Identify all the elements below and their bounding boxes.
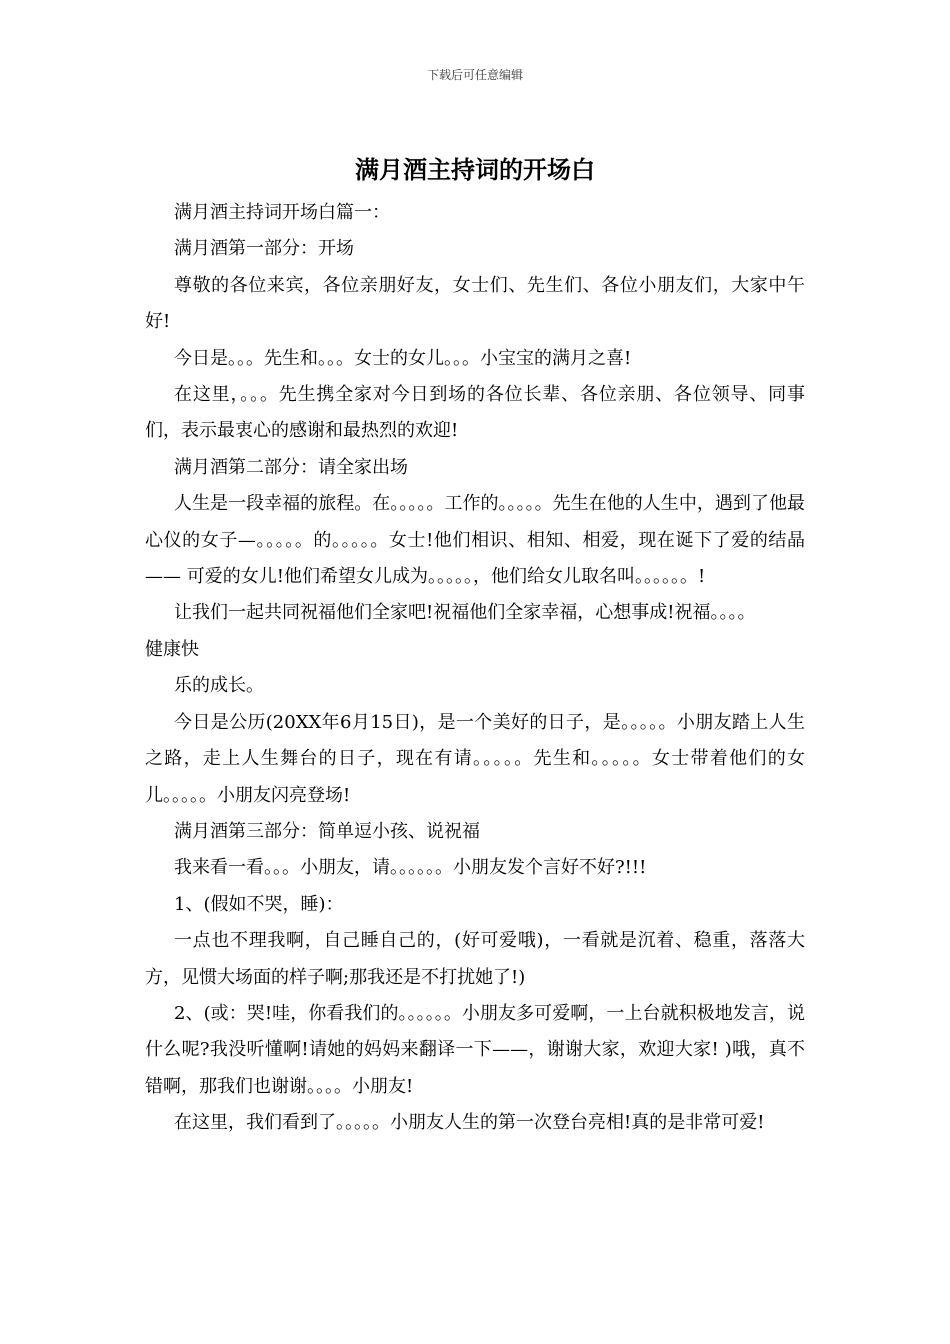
paragraph: 1、(假如不哭，睡)： bbox=[174, 893, 344, 915]
paragraph: 一点也不理我啊，自己睡自己的，(好可爱哦)，一看就是沉着、稳重，落落大方，见惯大场面的样子啊;那我还是不打扰她了!) bbox=[145, 930, 805, 988]
document-body bbox=[145, 195, 805, 1142]
paragraph: 健康快 bbox=[145, 638, 199, 660]
paragraph: 满月酒主持词开场白篇一： bbox=[174, 202, 390, 223]
header-note: 下载后可任意编辑 bbox=[426, 68, 523, 82]
paragraph: 在这里，我们看到了。。。。。小朋友人生的第一次登台亮相!真的是非常可爱! bbox=[174, 1112, 765, 1134]
paragraph: 今日是。。。先生和。。。女士的女儿。。。小宝宝的满月之喜! bbox=[174, 347, 632, 369]
paragraph: 乐的成长。 bbox=[174, 675, 264, 697]
paragraph: 我来看一看。。。小朋友，请。。。。。。小朋友发个言好不好?!!! bbox=[174, 857, 647, 879]
paragraph: 在这里，。。。先生携全家对今日到场的各位长辈、各位亲朋、各位领导、同事们，表示最衷心的感谢和最热烈的欢迎! bbox=[145, 384, 805, 442]
paragraph: 2、(或：哭!哇，你看我们的。。。。。。小朋友多可爱啊，一上台就积极地发言，说什么呢?我没听懂啊!请她的妈妈来翻译一下——，谢谢大家，欢迎大家! )哦，真不错啊，那我们也谢谢。。。。小朋友! bbox=[145, 1002, 805, 1097]
document-title: 满月酒主持词的开场白 bbox=[355, 155, 595, 184]
paragraph: 让我们一起共同祝福他们全家吧!祝福他们全家幸福，心想事成!祝福。。。。 bbox=[174, 602, 756, 624]
paragraph: 满月酒第三部分：简单逗小孩、说祝福 bbox=[174, 820, 480, 842]
paragraph: 今日是公历(20XX年6月15日)，是一个美好的日子，是。。。。。小朋友踏上人生之路，走上人生舞台的日子，现在有请。。。。。先生和。。。。。女士带着他们的女儿。。。。。小朋友闪亮登场! bbox=[145, 711, 805, 806]
paragraph: 满月酒第二部分：请全家出场 bbox=[174, 456, 408, 478]
paragraph: 人生是一段幸福的旅程。在。。。。。工作的。。。。。先生在他的人生中，遇到了他最心仪的女子—。。。。。的。。。。。女士!他们相识、相知、相爱，现在诞下了爱的结晶—— 可爱的女儿!他们希望女儿成为。。。。。，他们给女儿取名叫。。。。。。! bbox=[145, 493, 805, 588]
paragraph: 满月酒第一部分：开场 bbox=[174, 238, 354, 260]
paragraph: 尊敬的各位来宾，各位亲朋好友，女士们、先生们、各位小朋友们，大家中午好! bbox=[145, 274, 805, 333]
